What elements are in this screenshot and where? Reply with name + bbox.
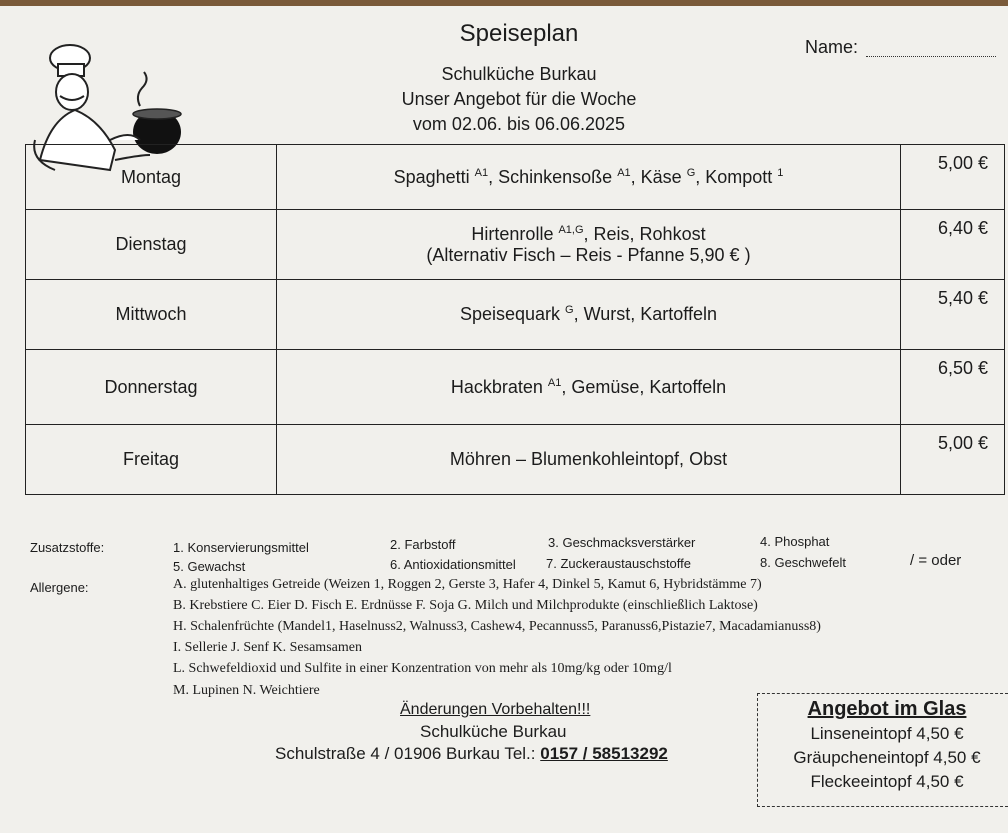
dish-cell: Hackbraten $^{A1}$, Gemüse, Kartoffeln: [277, 350, 901, 425]
price: 5,00 €: [901, 145, 1005, 210]
offer-heading: Unser Angebot für die Woche: [401, 89, 637, 109]
table-row: [26, 350, 1005, 425]
dish-cell: Speisequark $^G$, Wurst, Kartoffeln: [277, 280, 901, 350]
dish-alternative: (Alternativ Fisch – Reis - Pfanne 5,90 € ): [426, 244, 751, 265]
additive-item: 3. Geschmacksverstärker: [548, 535, 696, 550]
allergen-line: A. glutenhaltiges Getreide (Weizen 1, Roggen 2, Gerste 3, Hafer 4, Dinkel 5, Kamut 6, Hybridstämme 7): [173, 577, 762, 592]
additives-label: Zusatzstoffe:: [30, 540, 105, 555]
glas-item: Gräupcheneintopf 4,50 €: [793, 748, 981, 767]
allergen-line: I. Sellerie J. Senf K. Sesamsamen: [173, 640, 362, 655]
or-note: / = oder: [910, 552, 962, 569]
allergens-label: Allergene:: [30, 580, 89, 595]
day-label: Donnerstag: [26, 350, 277, 425]
price: 6,40 €: [901, 210, 1005, 280]
additive-item: 5. Gewachst: [173, 559, 246, 574]
table-row: [26, 425, 1005, 495]
reserve-note: Änderungen Vorbehalten!!!: [400, 701, 591, 718]
additive-item: 2. Farbstoff: [390, 537, 456, 552]
additive-item: 4. Phosphat: [760, 534, 830, 549]
glas-item: Fleckeeintopf 4,50 €: [810, 772, 964, 791]
allergen-line: H. Schalenfrüchte (Mandel1, Haselnuss2, Walnuss3, Cashew4, Pecannuss5, Paranuss6,Pistazie7, Macadamianuss8): [173, 619, 821, 634]
dish-cell: Hirtenrolle $^{A1,G}$, Reis, Rohkost (Alternativ Fisch – Reis - Pfanne 5,90 € ): [277, 210, 901, 280]
dish-cell: Möhren – Blumenkohleintopf, Obst: [277, 425, 901, 495]
name-label: Name:: [805, 37, 859, 57]
price: 6,50 €: [901, 350, 1005, 425]
additive-item: 1. Konservierungsmittel: [173, 540, 309, 555]
day-label: Dienstag: [26, 210, 277, 280]
allergen-line: M. Lupinen N. Weichtiere: [173, 683, 320, 698]
footer-address: Schulstraße 4 / 01906 Burkau Tel.: 0157 / 58513292: [275, 744, 668, 763]
dish-cell: Spaghetti $^{A1}$, Schinkensoße $^{A1}$, Käse $^G$, Kompott $^1$: [277, 145, 901, 210]
name-line: [866, 56, 996, 57]
name-field: [805, 37, 996, 58]
allergen-line: L. Schwefeldioxid und Sulfite in einer Konzentration von mehr als 10mg/kg oder 10mg/l: [173, 661, 672, 676]
glas-item: Linseneintopf 4,50 €: [810, 724, 964, 743]
day-label: Mittwoch: [26, 280, 277, 350]
table-row: [26, 280, 1005, 350]
price: 5,40 €: [901, 280, 1005, 350]
table-row: [26, 210, 1005, 280]
additive-item: 7. Zuckeraustauschstoffe: [546, 556, 692, 571]
glas-title: Angebot im Glas: [807, 698, 967, 720]
additive-item: 8. Geschwefelt: [760, 555, 846, 570]
day-label: Montag: [26, 145, 277, 210]
menu-sheet: [0, 6, 1008, 833]
footer-kitchen: Schulküche Burkau: [420, 722, 567, 741]
phone-number: 0157 / 58513292: [540, 744, 668, 763]
period: vom 02.06. bis 06.06.2025: [412, 114, 626, 134]
menu-table: [25, 144, 1005, 495]
price: 5,00 €: [901, 425, 1005, 495]
allergen-line: B. Krebstiere C. Eier D. Fisch E. Erdnüsse F. Soja G. Milch und Milchprodukte (einschließlich Laktose): [173, 598, 758, 613]
day-label: Freitag: [26, 425, 277, 495]
page-title: Speiseplan: [459, 20, 579, 47]
kitchen-name: Schulküche Burkau: [441, 64, 597, 84]
additive-item: 6. Antioxidationsmittel: [390, 557, 516, 572]
table-row: [26, 145, 1005, 210]
